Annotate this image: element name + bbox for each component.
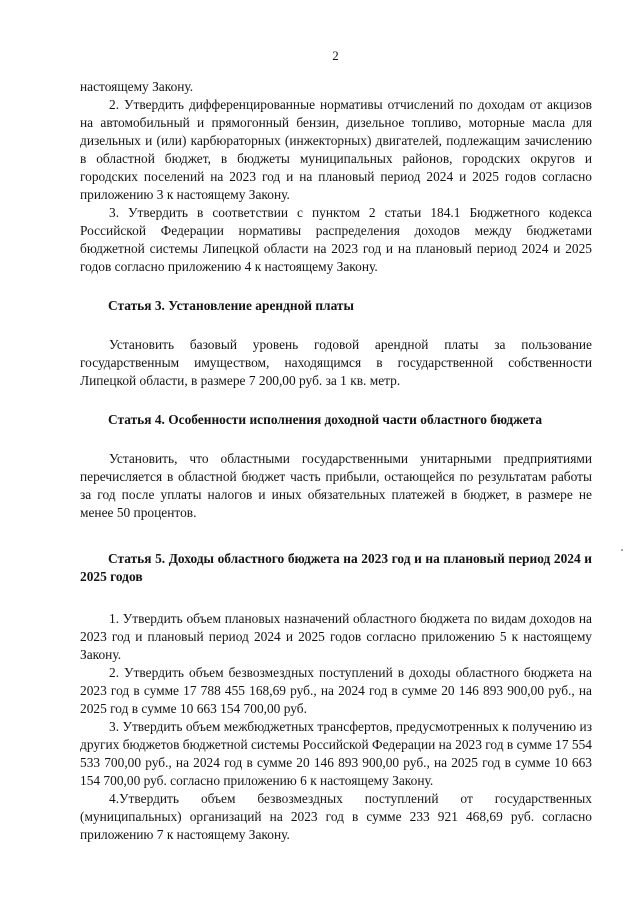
scan-speck	[621, 549, 623, 551]
article-5-item-3: 3. Утвердить объем межбюджетных трансфертов, предусмотренных к получению из других бюджетов бюджетной системы Российской Федерации на 2023 год в сумме 17 554 533 700,00 руб., на 2024 год в сумме 20 146 893 900,00 руб., на 2025 год в сумме 10 663 154 700,00 руб. согласно приложению 6 к настоящему Закону.	[80, 719, 592, 788]
page-number: 2	[332, 48, 339, 63]
article-5-item-2: 2. Утвердить объем безвозмездных поступлений в доходы областного бюджета на 2023 год в сумме 17 788 455 168,69 руб., на 2024 год в сумме 20 146 893 900,00 руб., на 2025 год в сумме 10 663 154 700,00 руб.	[80, 665, 592, 716]
article-4-heading: Статья 4. Особенности исполнения доходной части областного бюджета	[108, 412, 543, 427]
article-5-item-1: 1. Утвердить объем плановых назначений областного бюджета по видам доходов на 2023 год и плановый период 2024 и 2025 годов согласно приложению 5 к настоящему Закону.	[80, 611, 592, 662]
article-5-item-4: 4.Утвердить объем безвозмездных поступлений от государственных (муниципальных) организаций на 2023 год в сумме 233 921 468,69 руб. согласно приложению 7 к настоящему Закону.	[80, 791, 592, 842]
article-4-text: Установить, что областными государственными унитарными предприятиями перечисляется в областной бюджет часть прибыли, остающейся по результатам работы за год после уплаты налогов и иных обязательных платежей в бюджет, в размере не менее 50 процентов.	[80, 451, 592, 520]
article-3-heading: Статья 3. Установление арендной платы	[108, 298, 354, 313]
paragraph-continuation: настоящему Закону.	[80, 79, 194, 94]
document-body	[80, 78, 592, 844]
article-3-text: Установить базовый уровень годовой арендной платы за пользование государственным имуществом, находящимся в государственной собственности Липецкой области, в размере 7 200,00 руб. за 1 кв. метр.	[80, 337, 592, 388]
paragraph-item-2: 2. Утвердить дифференцированные нормативы отчислений по доходам от акцизов на автомобильный и прямогонный бензин, дизельное топливо, моторные масла для дизельных и (или) карбюраторных (инжекторных) двигателей, подлежащим зачислению в областной бюджет, в бюджеты муниципальных районов, городских округов и городских поселений на 2023 год и на плановый период 2024 и 2025 годов согласно приложению 3 к настоящему Закону.	[80, 97, 592, 202]
article-5-heading: Статья 5. Доходы областного бюджета на 2023 год и на плановый период 2024 и 2025 годов	[80, 551, 592, 584]
paragraph-item-3: 3. Утвердить в соответствии с пунктом 2 статьи 184.1 Бюджетного кодекса Российской Федерации нормативы распределения доходов между бюджетами бюджетной системы Липецкой области на 2023 год и на плановый период 2024 и 2025 годов согласно приложению 4 к настоящему Закону.	[80, 205, 592, 274]
